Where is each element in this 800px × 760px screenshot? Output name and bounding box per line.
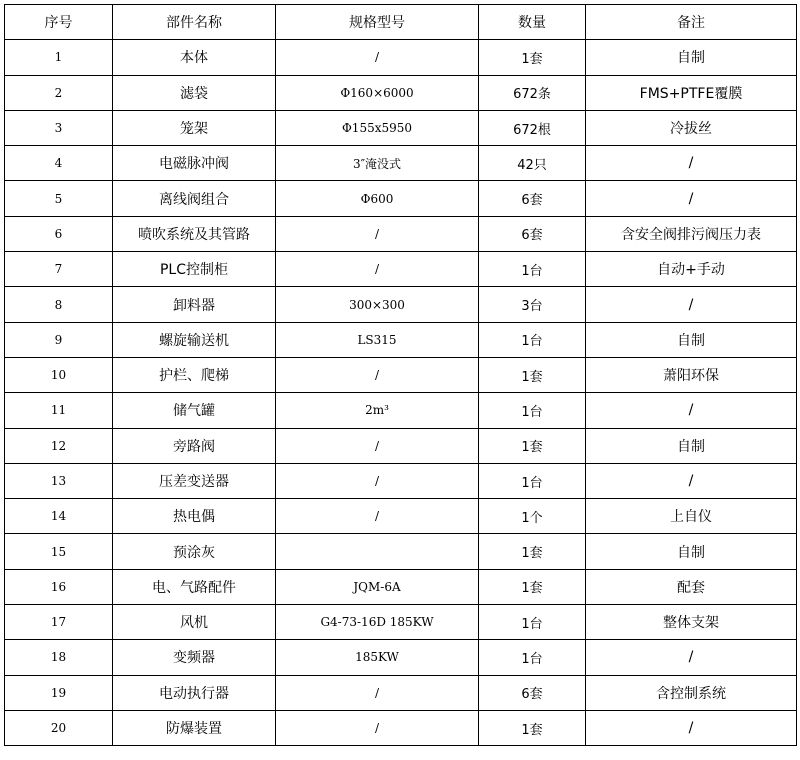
cell-no: 15 — [5, 534, 113, 569]
cell-spec: 185KW — [276, 640, 479, 675]
cell-qty: 6套 — [479, 675, 586, 710]
cell-no: 3 — [5, 110, 113, 145]
cell-note: 上自仪 — [586, 499, 797, 534]
cell-spec: / — [276, 463, 479, 498]
cell-no: 9 — [5, 322, 113, 357]
cell-name: 变频器 — [113, 640, 276, 675]
cell-qty: 1套 — [479, 357, 586, 392]
cell-note: / — [586, 181, 797, 216]
cell-no: 18 — [5, 640, 113, 675]
table-row — [5, 393, 797, 428]
cell-no: 10 — [5, 357, 113, 392]
cell-qty: 6套 — [479, 181, 586, 216]
cell-spec: / — [276, 357, 479, 392]
cell-spec: Φ155x5950 — [276, 110, 479, 145]
cell-no: 19 — [5, 675, 113, 710]
cell-name: 卸料器 — [113, 287, 276, 322]
table-row — [5, 428, 797, 463]
table-row — [5, 322, 797, 357]
cell-note: / — [586, 463, 797, 498]
cell-no: 11 — [5, 393, 113, 428]
table-row — [5, 287, 797, 322]
cell-spec — [276, 534, 479, 569]
cell-name: 螺旋输送机 — [113, 322, 276, 357]
cell-spec: JQM-6A — [276, 569, 479, 604]
cell-no: 14 — [5, 499, 113, 534]
cell-qty: 1台 — [479, 322, 586, 357]
cell-name: 旁路阀 — [113, 428, 276, 463]
cell-note: / — [586, 710, 797, 745]
cell-name: 压差变送器 — [113, 463, 276, 498]
cell-name: PLC控制柜 — [113, 252, 276, 287]
cell-no: 6 — [5, 216, 113, 251]
table-row — [5, 675, 797, 710]
cell-no: 8 — [5, 287, 113, 322]
table-row — [5, 146, 797, 181]
cell-qty: 1台 — [479, 252, 586, 287]
cell-qty: 1台 — [479, 463, 586, 498]
cell-spec: / — [276, 216, 479, 251]
cell-no: 5 — [5, 181, 113, 216]
cell-no: 7 — [5, 252, 113, 287]
cell-no: 13 — [5, 463, 113, 498]
cell-qty: 1台 — [479, 393, 586, 428]
table-row — [5, 710, 797, 745]
cell-name: 滤袋 — [113, 75, 276, 110]
cell-note: FMS+PTFE覆膜 — [586, 75, 797, 110]
header-name: 部件名称 — [113, 5, 276, 40]
cell-no: 2 — [5, 75, 113, 110]
table-row — [5, 569, 797, 604]
cell-name: 预涂灰 — [113, 534, 276, 569]
header-spec: 规格型号 — [276, 5, 479, 40]
cell-name: 护栏、爬梯 — [113, 357, 276, 392]
cell-name: 喷吹系统及其管路 — [113, 216, 276, 251]
cell-qty: 3台 — [479, 287, 586, 322]
cell-no: 12 — [5, 428, 113, 463]
header-row — [5, 5, 797, 40]
cell-qty: 1台 — [479, 605, 586, 640]
cell-qty: 672条 — [479, 75, 586, 110]
cell-note: 含安全阀排污阀压力表 — [586, 216, 797, 251]
cell-note: / — [586, 146, 797, 181]
table-row — [5, 216, 797, 251]
cell-spec: 3″淹没式 — [276, 146, 479, 181]
table-row — [5, 499, 797, 534]
cell-name: 热电偶 — [113, 499, 276, 534]
cell-qty: 1个 — [479, 499, 586, 534]
cell-spec: G4-73-16D 185KW — [276, 605, 479, 640]
cell-spec: / — [276, 428, 479, 463]
cell-name: 本体 — [113, 40, 276, 75]
cell-qty: 6套 — [479, 216, 586, 251]
table-row — [5, 75, 797, 110]
cell-note: 自制 — [586, 40, 797, 75]
cell-qty: 1台 — [479, 640, 586, 675]
cell-note: / — [586, 640, 797, 675]
cell-note: 自制 — [586, 534, 797, 569]
cell-spec: 300×300 — [276, 287, 479, 322]
table-body — [5, 40, 797, 746]
cell-name: 储气罐 — [113, 393, 276, 428]
cell-note: 自制 — [586, 428, 797, 463]
cell-name: 电、气路配件 — [113, 569, 276, 604]
cell-name: 笼架 — [113, 110, 276, 145]
cell-name: 离线阀组合 — [113, 181, 276, 216]
table-row — [5, 357, 797, 392]
table-row — [5, 252, 797, 287]
cell-spec: Φ600 — [276, 181, 479, 216]
parts-table — [4, 4, 797, 746]
cell-spec: / — [276, 499, 479, 534]
header-no: 序号 — [5, 5, 113, 40]
table-row — [5, 40, 797, 75]
cell-spec: / — [276, 40, 479, 75]
cell-no: 20 — [5, 710, 113, 745]
table-row — [5, 463, 797, 498]
cell-no: 17 — [5, 605, 113, 640]
cell-spec: / — [276, 675, 479, 710]
table-row — [5, 534, 797, 569]
cell-name: 电动执行器 — [113, 675, 276, 710]
cell-qty: 1套 — [479, 40, 586, 75]
table-row — [5, 640, 797, 675]
cell-note: 含控制系统 — [586, 675, 797, 710]
cell-name: 风机 — [113, 605, 276, 640]
cell-note: 自动+手动 — [586, 252, 797, 287]
cell-no: 1 — [5, 40, 113, 75]
cell-no: 4 — [5, 146, 113, 181]
cell-note: 萧阳环保 — [586, 357, 797, 392]
cell-spec: 2m³ — [276, 393, 479, 428]
cell-spec: LS315 — [276, 322, 479, 357]
cell-no: 16 — [5, 569, 113, 604]
table-header — [5, 5, 797, 40]
cell-qty: 42只 — [479, 146, 586, 181]
cell-qty: 1套 — [479, 569, 586, 604]
table-row — [5, 181, 797, 216]
cell-spec: / — [276, 710, 479, 745]
cell-note: 配套 — [586, 569, 797, 604]
cell-spec: Φ160×6000 — [276, 75, 479, 110]
cell-note: 自制 — [586, 322, 797, 357]
cell-name: 防爆装置 — [113, 710, 276, 745]
cell-note: 冷拔丝 — [586, 110, 797, 145]
cell-qty: 1套 — [479, 710, 586, 745]
table-row — [5, 605, 797, 640]
cell-qty: 672根 — [479, 110, 586, 145]
cell-spec: / — [276, 252, 479, 287]
cell-note: / — [586, 287, 797, 322]
cell-qty: 1套 — [479, 534, 586, 569]
cell-name: 电磁脉冲阀 — [113, 146, 276, 181]
cell-note: / — [586, 393, 797, 428]
table-row — [5, 110, 797, 145]
header-qty: 数量 — [479, 5, 586, 40]
cell-qty: 1套 — [479, 428, 586, 463]
header-note: 备注 — [586, 5, 797, 40]
cell-note: 整体支架 — [586, 605, 797, 640]
